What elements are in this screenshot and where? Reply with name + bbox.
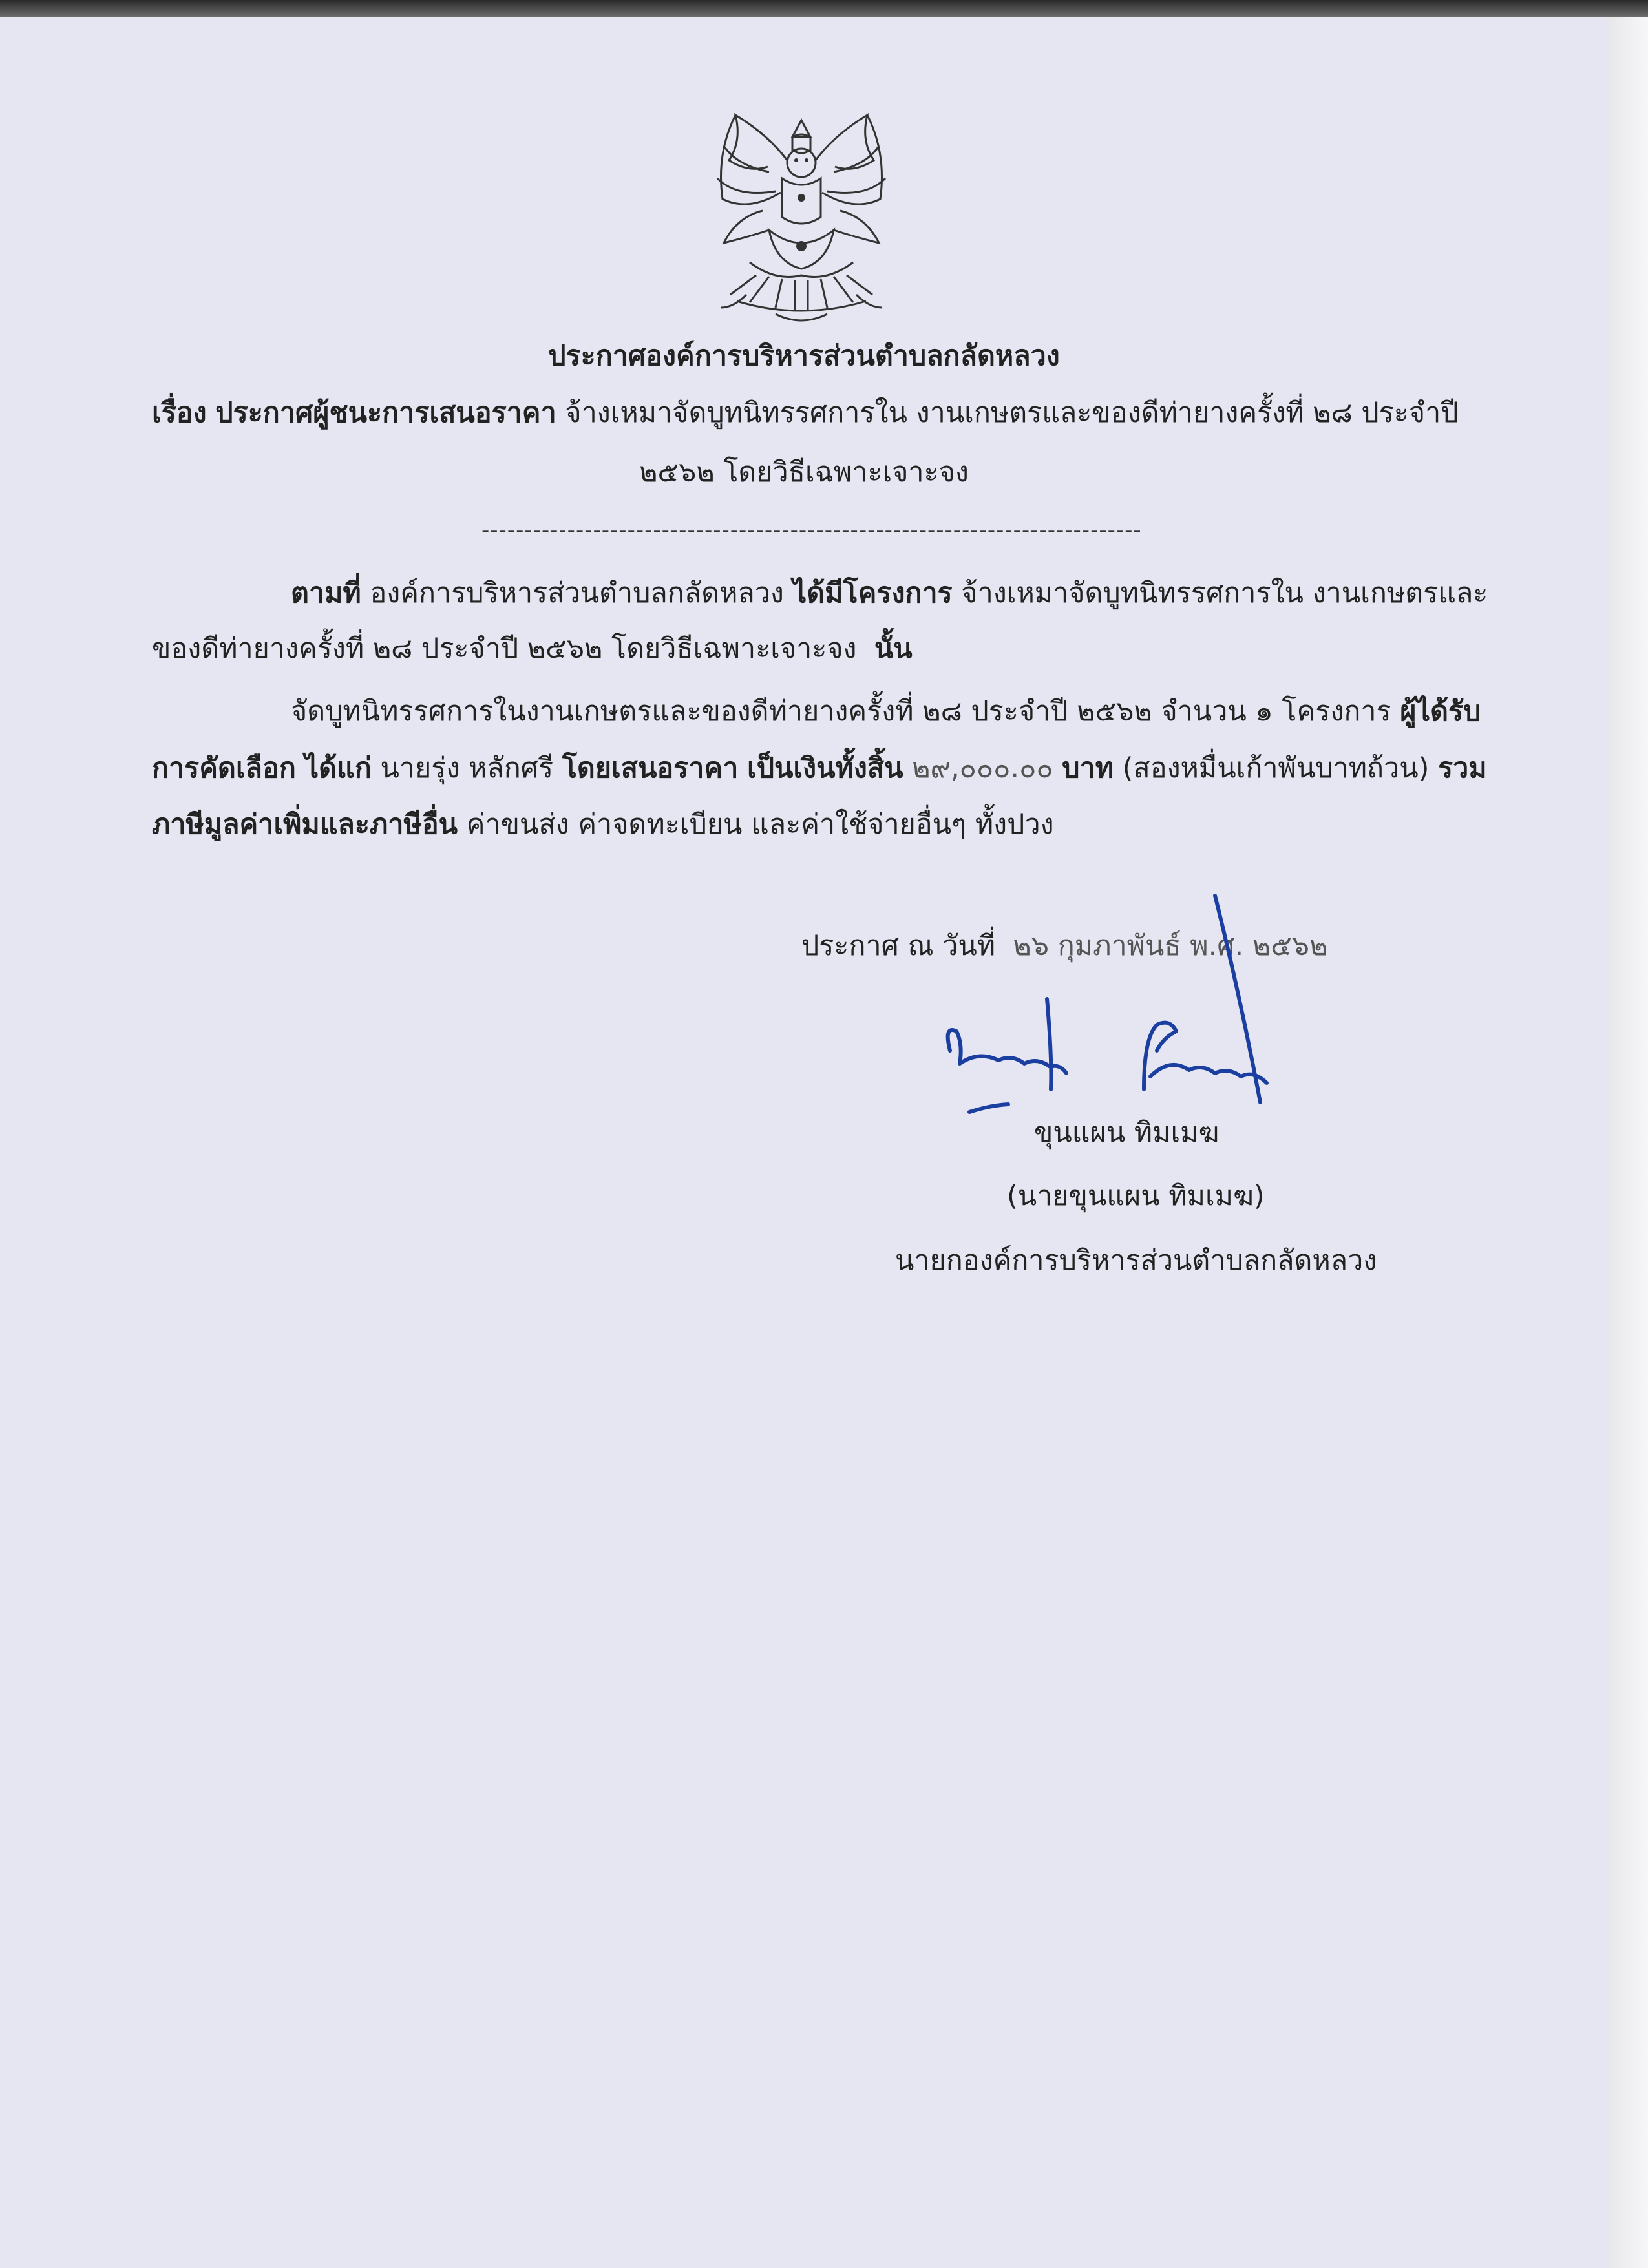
paragraph-1-line-1 bbox=[291, 574, 1488, 613]
garuda-emblem-icon bbox=[698, 107, 905, 330]
p2-line3-rest: ค่าขนส่ง ค่าจดทะเบียน และค่าใช้จ่ายอื่นๆ ทั้งปวง bbox=[466, 808, 1054, 841]
p2-offer: โดยเสนอราคา bbox=[562, 752, 739, 784]
p2-total: เป็นเงินทั้งสิ้น bbox=[747, 752, 903, 784]
p1-end: นั้น bbox=[874, 633, 913, 665]
p2-incl: รวม bbox=[1438, 752, 1487, 784]
subject-line-2: ๒๕๖๒ โดยวิธีเฉพาะเจาะจง bbox=[639, 456, 969, 488]
subject-rest: จ้างเหมาจัดบูทนิทรรศการใน งานเกษตรและของดีท่ายางครั้งที่ ๒๘ ประจำปี bbox=[565, 397, 1459, 429]
handwritten-signature-icon bbox=[931, 889, 1293, 1128]
p2-selected: ผู้ได้รับ bbox=[1400, 695, 1481, 728]
p1-project: จ้างเหมาจัดบูทนิทรรศการใน งานเกษตรและ bbox=[961, 577, 1488, 609]
paragraph-2-line-1 bbox=[291, 692, 1481, 731]
subject-line-1 bbox=[152, 394, 1459, 432]
announcement-title: ประกาศองค์การบริหารส่วนตำบลกลัดหลวง bbox=[548, 340, 1060, 372]
scan-border-right bbox=[1608, 17, 1648, 2268]
p2-winner: นายรุ่ง หลักศรี bbox=[380, 752, 554, 784]
p1-has-project: ได้มีโครงการ bbox=[792, 577, 953, 609]
signer-full-name: (นายขุนแผน ทิมเมฆ) bbox=[1007, 1180, 1265, 1212]
signer-position: นายกองค์การบริหารส่วนตำบลกลัดหลวง bbox=[895, 1244, 1377, 1277]
p2-words: (สองหมื่นเก้าพันบาทถ้วน) bbox=[1122, 752, 1430, 784]
p2-selected-2: การคัดเลือก bbox=[152, 752, 296, 784]
p2-line3-bold: ภาษีมูลค่าเพิ่มและภาษีอื่น bbox=[152, 808, 458, 841]
document-page bbox=[0, 17, 1608, 2268]
p1-lead: ตามที่ bbox=[291, 577, 361, 609]
scan-border-top bbox=[0, 0, 1648, 17]
separator-line: ----------------------------------------------------------------------------- bbox=[481, 518, 1142, 543]
p2-amount: ๒๙,๐๐๐.๐๐ bbox=[912, 752, 1053, 784]
paragraph-2-line-2 bbox=[152, 749, 1487, 788]
paragraph-1-line-2 bbox=[152, 629, 913, 668]
subject-bold: ประกาศผู้ชนะการเสนอราคา bbox=[215, 397, 556, 429]
announce-label: ประกาศ ณ วันที่ bbox=[801, 930, 996, 962]
announce-date: ๒๖ กุมภาพันธ์ พ.ศ. ๒๕๖๒ bbox=[1013, 930, 1328, 962]
p2-line1: จัดบูทนิทรรศการในงานเกษตรและของดีท่ายางครั้งที่ ๒๘ ประจำปี ๒๕๖๒ จำนวน ๑ โครงการ bbox=[291, 695, 1391, 728]
p2-baht: บาท bbox=[1062, 752, 1114, 784]
p1-org: องค์การบริหารส่วนตำบลกลัดหลวง bbox=[370, 577, 784, 609]
subject-label: เรื่อง bbox=[152, 397, 207, 429]
p1-line2: ของดีท่ายางครั้งที่ ๒๘ ประจำปี ๒๕๖๒ โดยวิธีเฉพาะเจาะจง bbox=[152, 633, 857, 665]
signer-name: ขุนแผน ทิมเมฆ bbox=[1034, 1117, 1220, 1149]
paragraph-2-line-3 bbox=[152, 805, 1054, 844]
p2-winner-label: ได้แก่ bbox=[304, 752, 372, 784]
